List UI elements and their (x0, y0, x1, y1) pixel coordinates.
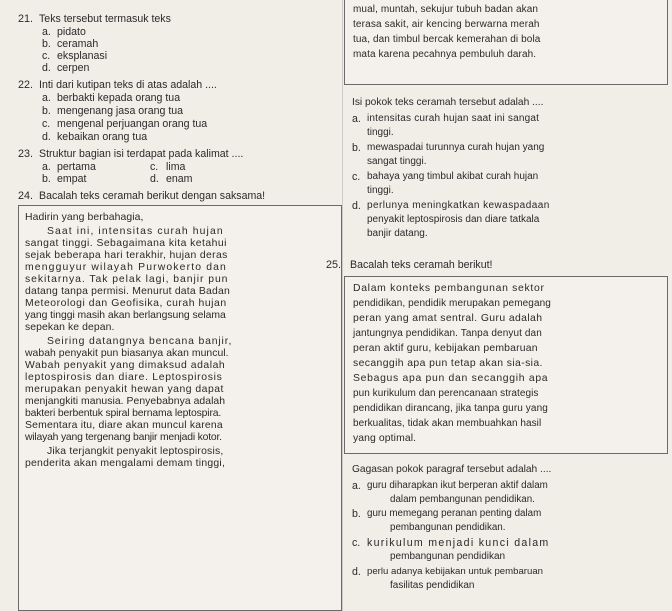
question-23-option-b-text[interactable]: empat (57, 173, 87, 185)
question-25-option-a-text[interactable]: guru diharapkan ikut berperan aktif dalam (367, 480, 548, 491)
question-23-option-a-letter[interactable]: a. (42, 161, 51, 173)
passage-line: Hadirin yang berbahagia, (25, 212, 144, 223)
passage-line: sepekan ke depan. (25, 322, 115, 333)
question-24-stem: Bacalah teks ceramah berikut dengan saksama! (39, 190, 266, 202)
passage-line: sejak beberapa hari terakhir, hujan deras (25, 250, 228, 261)
passage-line: Dalam konteks pembangunan sektor (353, 283, 545, 294)
passage-line: peran yang amat sentral. Guru adalah (353, 313, 543, 324)
passage-line: jantungnya pendidikan. Tanpa denyut dan (353, 328, 542, 339)
question-23-option-c-text[interactable]: lima (166, 161, 186, 173)
passage-line: wilayah yang tergenang banjir menjadi kotor. (25, 432, 222, 443)
question-22-option-c-letter[interactable]: c. (42, 118, 51, 130)
question-23-option-c-letter[interactable]: c. (150, 161, 159, 173)
question-24-option-a-text[interactable]: intensitas curah hujan saat ini sangat (367, 113, 540, 124)
passage-line: pun kurikulum dan perencanaan strategis (353, 388, 539, 399)
question-21-option-c-text[interactable]: eksplanasi (57, 50, 108, 62)
passage-line: secanggih apa pun tetap akan sia-sia. (353, 358, 543, 369)
question-25-passage-box (344, 276, 668, 454)
passage-line: datang tanpa permisi. Menurut data Badan (25, 286, 230, 297)
question-21-option-b-text[interactable]: ceramah (57, 38, 99, 50)
passage-line: Sebagus apa pun dan secanggih apa (353, 373, 549, 384)
passage-line: Meteorologi dan Geofisika, curah hujan (25, 298, 227, 309)
question-25-stem: Bacalah teks ceramah berikut! (350, 259, 493, 271)
question-24-option-c-letter[interactable]: c. (352, 171, 361, 183)
question-24-option-d-letter[interactable]: d. (352, 200, 361, 212)
passage-line: pendidikan, pendidik merupakan pemegang (353, 298, 551, 309)
passage-line: mengguyur wilayah Purwokerto dan (25, 262, 227, 273)
question-25-option-c-text[interactable]: kurikulum menjadi kunci dalam (367, 537, 550, 549)
question-24-stem-2: Isi pokok teks ceramah tersebut adalah .... (352, 97, 544, 108)
question-25-option-c-text[interactable]: pembangunan pendidikan (390, 551, 506, 562)
question-21-option-a-text[interactable]: pidato (57, 26, 86, 38)
passage-line: wabah penyakit pun biasanya akan muncul. (25, 348, 229, 359)
question-21-option-d-letter[interactable]: d. (42, 62, 51, 74)
question-23-option-a-text[interactable]: pertama (57, 161, 96, 173)
passage-line: Saat ini, intensitas curah hujan (47, 226, 224, 237)
passage-line: bakteri berbentuk spiral bernama leptospira. (25, 408, 222, 419)
question-25-number: 25. (326, 259, 342, 271)
passage-line: penderita akan mengalami demam tinggi, (25, 458, 226, 469)
question-21-option-a-letter[interactable]: a. (42, 26, 51, 38)
question-24-option-d-text[interactable]: perlunya meningkatkan kewaspadaan (367, 200, 550, 211)
question-23-option-b-letter[interactable]: b. (42, 173, 51, 185)
question-21-option-b-letter[interactable]: b. (42, 38, 51, 50)
question-25-option-a-text[interactable]: dalam pembangunan pendidikan. (390, 494, 535, 505)
question-24-option-c-text[interactable]: tinggi. (367, 185, 394, 196)
question-24-option-b-letter[interactable]: b. (352, 142, 361, 154)
passage-line: merupakan penyakit hewan yang dapat (25, 384, 224, 395)
question-22-option-d-letter[interactable]: d. (42, 131, 51, 143)
question-22-stem: Inti dari kutipan teks di atas adalah .... (39, 79, 217, 91)
question-25-question: Gagasan pokok paragraf tersebut adalah .... (352, 464, 552, 475)
question-25-option-b-letter[interactable]: b. (352, 508, 361, 520)
question-21-number: 21. (18, 13, 34, 25)
passage-line: leptospirosis dan diare. Leptospirosis (25, 372, 223, 383)
question-21-stem: Teks tersebut termasuk teks (39, 13, 171, 25)
question-24-option-d-text[interactable]: penyakit leptospirosis dan diare tatkala (367, 214, 540, 225)
question-24-passage-continuation-box (344, 0, 668, 85)
question-24-option-c-text[interactable]: bahaya yang timbul akibat curah hujan (367, 171, 539, 182)
question-24-option-b-text[interactable]: mewaspadai turunnya curah hujan yang (367, 142, 545, 153)
question-25-option-b-text[interactable]: pembangunan pendidikan. (390, 522, 506, 533)
passage-line: Jika terjangkit penyakit leptospirosis, (47, 446, 224, 457)
passage-line: terasa sakit, air kencing berwarna merah (353, 19, 540, 30)
question-22-option-d-text[interactable]: kebaikan orang tua (57, 131, 148, 143)
question-23-option-d-letter[interactable]: d. (150, 173, 159, 185)
passage-line: yang optimal. (353, 433, 417, 444)
question-23-stem: Struktur bagian isi terdapat pada kalimat .... (39, 148, 244, 160)
passage-line: berkualitas, tidak akan membuahkan hasil (353, 418, 542, 429)
passage-line: peran aktif guru, kebijakan pembaruan (353, 343, 538, 354)
question-22-option-b-letter[interactable]: b. (42, 105, 51, 117)
question-24-option-b-text[interactable]: sangat tinggi. (367, 156, 427, 167)
question-23-number: 23. (18, 148, 34, 160)
question-23-option-d-text[interactable]: enam (166, 173, 193, 185)
question-25-option-c-letter[interactable]: c. (352, 537, 361, 549)
question-22-option-a-text[interactable]: berbakti kepada orang tua (57, 92, 181, 104)
question-25-option-d-text[interactable]: fasilitas pendidikan (390, 580, 475, 591)
passage-line: sekitarnya. Tak pelak lagi, banjir pun (25, 274, 229, 285)
passage-line: yang tinggi masih akan berlangsung selama (25, 310, 226, 321)
passage-line: tua, dan timbul bercak kemerahan di bola (353, 34, 541, 45)
question-24-option-d-text[interactable]: banjir datang. (367, 228, 428, 239)
passage-line: Sementara itu, diare akan muncul karena (25, 420, 223, 431)
passage-line: mata karena pecahnya pembuluh darah. (353, 49, 537, 60)
question-25-option-d-text[interactable]: perlu adanya kebijakan untuk pembaruan (367, 566, 544, 577)
question-25-option-a-letter[interactable]: a. (352, 480, 361, 492)
passage-line: pendidikan dirancang, jika tanpa guru yang (353, 403, 548, 414)
question-24-option-a-text[interactable]: tinggi. (367, 127, 394, 138)
passage-line: Seiring datangnya bencana banjir, (47, 336, 233, 347)
question-22-number: 22. (18, 79, 34, 91)
question-24-passage-box (18, 205, 342, 611)
passage-line: sangat tinggi. Sebagaimana kita ketahui (25, 238, 227, 249)
passage-line: mual, muntah, sekujur tubuh badan akan (353, 4, 539, 15)
question-22-option-a-letter[interactable]: a. (42, 92, 51, 104)
question-24-number: 24. (18, 190, 34, 202)
question-22-option-c-text[interactable]: mengenal perjuangan orang tua (57, 118, 208, 130)
question-24-option-a-letter[interactable]: a. (352, 113, 361, 125)
passage-line: Wabah penyakit yang dimaksud adalah (25, 360, 226, 371)
question-25-option-b-text[interactable]: guru memegang peranan penting dalam (367, 508, 542, 519)
question-25-option-d-letter[interactable]: d. (352, 566, 361, 578)
question-22-option-b-text[interactable]: mengenang jasa orang tua (57, 105, 184, 117)
question-21-option-d-text[interactable]: cerpen (57, 62, 90, 74)
question-21-option-c-letter[interactable]: c. (42, 50, 51, 62)
passage-line: menjangkiti manusia. Penyebabnya adalah (25, 396, 226, 407)
column-divider (342, 0, 343, 611)
